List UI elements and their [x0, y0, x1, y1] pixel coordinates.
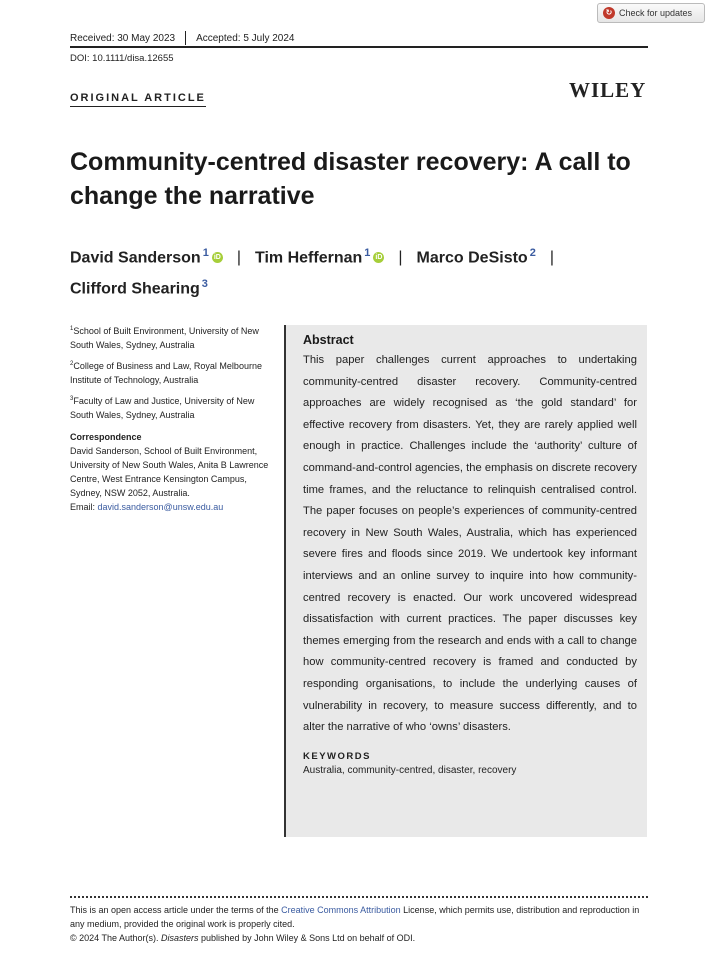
article-type: ORIGINAL ARTICLE — [70, 92, 206, 107]
article-title: Community-centred disaster recovery: A call to change the narrative — [70, 148, 631, 210]
publisher-logo: WILEY — [569, 78, 647, 102]
author-affil-sup: 1 — [202, 247, 209, 259]
orcid-icon[interactable]: iD — [375, 254, 383, 262]
author-affil-sup: 3 — [201, 278, 208, 291]
article-dates — [70, 31, 294, 45]
journal-name: Disasters — [161, 933, 199, 943]
doi[interactable]: DOI: 10.1111/disa.12655 — [70, 53, 174, 64]
author-name[interactable]: Tim Heffernan — [254, 249, 363, 267]
author-separator: | — [549, 249, 554, 267]
author-separator: | — [398, 249, 403, 267]
abstract-heading: Abstract — [303, 333, 354, 347]
copyright-text: © 2024 The Author(s). Disasters published by John Wiley & Sons Ltd on behalf of ODI. — [70, 933, 416, 943]
correspondence-email-line: Email: david.sanderson@unsw.edu.au — [70, 502, 224, 512]
author-list — [70, 240, 660, 303]
correspondence-text: David Sanderson, School of Built Environment, University of New South Wales, Anita B Lawrence Centre, West Entrance Kensington Campus, Sydney, NSW 2052, Australia. — [70, 446, 269, 498]
email-link[interactable]: david.sanderson@unsw.edu.au — [97, 502, 224, 512]
correspondence-heading: Correspondence — [70, 432, 142, 442]
keywords: Australia, community-centred, disaster, recovery — [303, 764, 517, 776]
author-separator: | — [236, 249, 241, 267]
keywords-heading: KEYWORDS — [303, 750, 371, 762]
check-updates-icon: ↻ — [603, 7, 615, 19]
abstract-box — [284, 325, 647, 837]
received-date: Received: 30 May 2023 — [70, 32, 176, 44]
check-for-updates-label: Check for updates — [619, 8, 693, 18]
affiliation: $^3$Faculty of Law and Justice, University of New South Wales, Sydney, Australia — [70, 396, 255, 420]
author-name[interactable]: Clifford Shearing — [70, 280, 200, 298]
check-for-updates-button[interactable] — [597, 3, 705, 23]
license-footer — [70, 903, 648, 945]
license-text: This is an open access article under the terms of the Creative Commons Attribution License, which permits use, distribution and reproduction in any medium, provided the original work is properly cited. — [70, 905, 640, 929]
affiliations — [70, 322, 270, 514]
orcid-icon[interactable]: iD — [213, 254, 221, 262]
author-name[interactable]: Marco DeSisto — [416, 249, 528, 267]
affiliation: $^2$College of Business and Law, Royal Melbourne Institute of Technology, Australia — [70, 361, 262, 385]
affiliation: $^1$School of Built Environment, University of New South Wales, Sydney, Australia — [70, 326, 259, 350]
author-affil-sup: 1 — [364, 247, 371, 259]
abstract-body: This paper challenges current approaches to undertaking community-centred disaster recovery. Community-centred approaches are widely recognised as ‘the gold standard’ for effective recovery from disasters. Yet, they are rarely applied well enough in practice. Challenges include the ‘authority’ culture of command-and-control agencies, the emphasis on discrete recovery time frames, and the reluctance to relinquish centralised control. The paper focuses on people’s experiences of community-centred recovery in New South Wales, Australia, which has experienced severe fires and floods since 2019. We undertook key informant interviews and an online survey to inquire into how community-centred recovery is enacted. Our work uncovered widespread dissatisfaction with current practices. The paper discusses key themes emerging from the research and ends with a call to change how community-centred recovery is framed and conducted by responding organisations, to include the underlying causes of vulnerability in recovery, to measure success differently, and to alter the narrative of who ‘owns’ disasters. — [303, 354, 637, 734]
author-name[interactable]: David Sanderson — [70, 249, 201, 267]
footer-rule — [70, 896, 648, 898]
license-link[interactable]: Creative Commons Attribution — [281, 905, 401, 915]
accepted-date: Accepted: 5 July 2024 — [196, 32, 295, 44]
header-rule — [70, 46, 648, 48]
author-affil-sup: 2 — [529, 247, 536, 259]
date-separator — [185, 31, 186, 45]
